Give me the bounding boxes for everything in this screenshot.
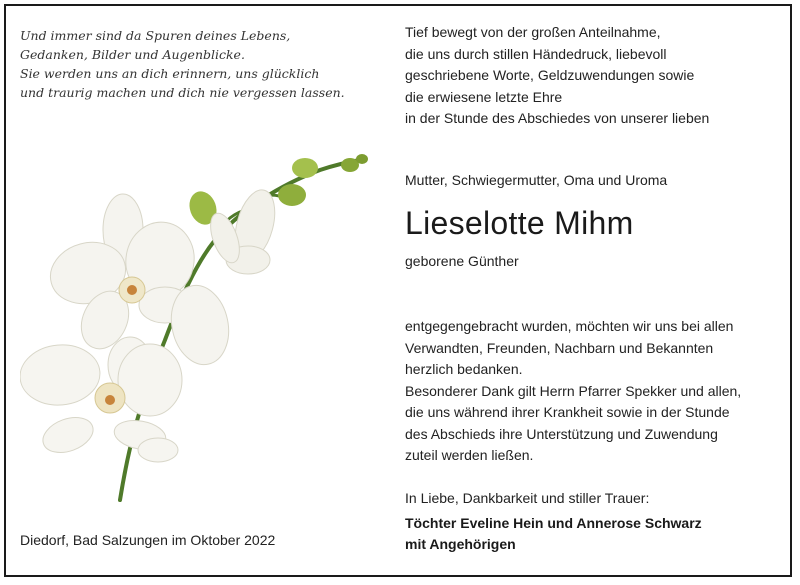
family-relation: Mutter, Schwiegermutter, Oma und Uroma [405,172,668,188]
signer-line: mit Angehörigen [405,536,516,552]
signer-line: Töchter Eveline Hein und Annerose Schwarz [405,515,702,531]
thanks-line: Besonderer Dank gilt Herrn Pfarrer Spekker und allen, [405,382,742,399]
thanks-line: herzlich bedanken. [405,361,523,377]
birth-name: geborene Günther [405,253,519,269]
place-and-date: Diedorf, Bad Salzungen im Oktober 2022 [20,532,276,548]
intro-line: Tief bewegt von der großen Anteilnahme, [405,24,661,40]
intro-line: in der Stunde des Abschiedes von unserer lieben [405,110,710,126]
signers [405,513,785,555]
intro-paragraph [405,22,785,130]
thanks-line: des Abschieds ihre Unterstützung und Zuwendung [405,425,718,442]
thanks-line: zuteil werden ließen. [405,447,534,463]
intro-line: die uns durch stillen Händedruck, liebevoll [405,45,667,62]
thanks-paragraph [405,316,785,467]
poem-line: Sie werden uns an dich erinnern, uns glücklich [20,66,320,81]
thanks-line: entgegengebracht wurden, möchten wir uns bei allen [405,318,734,334]
closing-line: In Liebe, Dankbarkeit und stiller Trauer: [405,490,650,506]
orchid-illustration [20,150,380,510]
poem-line: Gedanken, Bilder und Augenblicke. [20,47,245,62]
memorial-poem [20,26,360,102]
intro-line: geschriebene Worte, Geldzuwendungen sowie [405,67,695,83]
poem-line: und traurig machen und dich nie vergessen lassen. [20,85,345,100]
thanks-line: die uns während ihrer Krankheit sowie in der Stunde [405,404,730,420]
thanks-line: Verwandten, Freunden, Nachbarn und Bekannten [405,339,714,356]
deceased-name: Lieselotte Mihm [405,205,634,241]
intro-line: die erwiesene letzte Ehre [405,88,563,105]
poem-line: Und immer sind da Spuren deines Lebens, [20,28,291,43]
